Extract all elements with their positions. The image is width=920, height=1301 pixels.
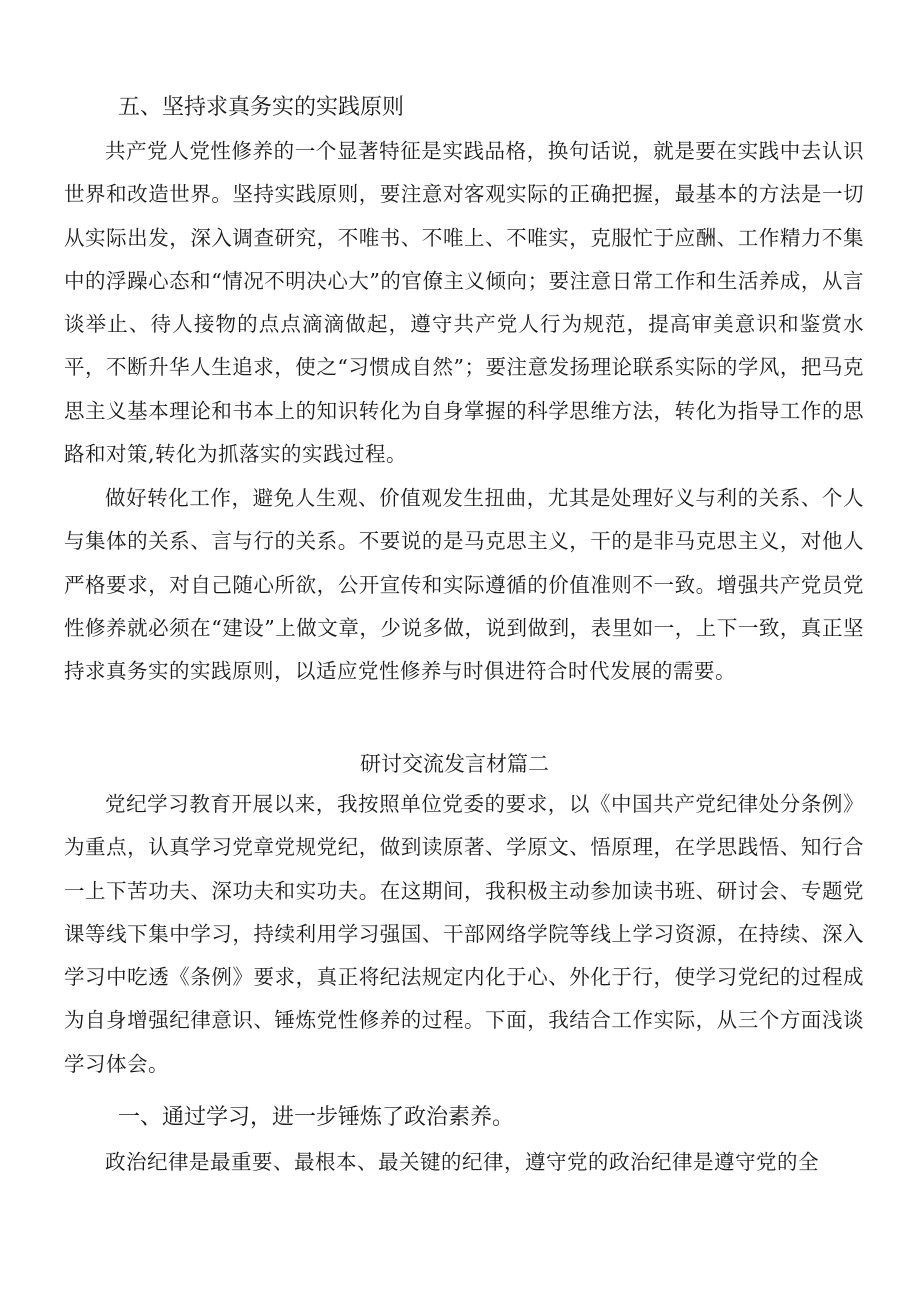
section-heading: 一、通过学习，进一步锤炼了政治素养。 bbox=[118, 1105, 515, 1130]
body-paragraph: 做好转化工作，避免人生观、价值观发生扭曲，尤其是处理好义与利的关系、个人与集体的关系、言与行的关系。不要说的是马克思主义，干的是非马克思主义，对他人严格要求，对自己随心所欲，公开宣传和实际遵循的价值准则不一致。增强共产党员党性修养就必须在“建设”上做文章，少说多做，说到做到，表里如一，上下一致，真正坚持求真务实的实践原则，以适应党性修养与时俱进符合时代发展的需要。 bbox=[64, 486, 864, 684]
section-heading: 五、坚持求真务实的实践原则 bbox=[118, 95, 405, 120]
body-paragraph: 政治纪律是最重要、最根本、最关键的纪律，遵守党的政治纪律是遵守党的全 bbox=[105, 1150, 819, 1174]
article-title: 研讨交流发言材篇二 bbox=[360, 752, 549, 776]
body-paragraph: 党纪学习教育开展以来，我按照单位党委的要求，以《中国共产党纪律处分条例》为重点，认真学习党章党规党纪，做到读原著、学原文、悟原理，在学思践悟、知行合一上下苦功夫、深功夫和实功夫。在这期间，我积极主动参加读书班、研讨会、专题党课等线下集中学习，持续利用学习强国、干部网络学院等线上学习资源，在持续、深入学习中吃透《条例》要求，真正将纪法规定内化于心、外化于行，使学习党纪的过程成为自身增强纪律意识、锤炼党性修养的过程。下面，我结合工作实际，从三个方面浅谈学习体会。 bbox=[64, 792, 864, 1076]
body-paragraph: 共产党人党性修养的一个显著特征是实践品格，换句话说，就是要在实践中去认识世界和改造世界。坚持实践原则，要注意对客观实际的正确把握，最基本的方法是一切从实际出发，深入调查研究，不唯书、不唯上、不唯实，克服忙于应酬、工作精力不集中的浮躁心态和“情况不明决心大”的官僚主义倾向；要注意日常工作和生活养成，从言谈举止、待人接物的点点滴滴做起，遵守共产党人行为规范，提高审美意识和鉴赏水平，不断升华人生追求，使之“习惯成自然”；要注意发扬理论联系实际的学风，把马克思主义基本理论和书本上的知识转化为自身掌握的科学思维方法，转化为指导工作的思路和对策,转化为抓落实的实践过程。 bbox=[64, 139, 864, 467]
